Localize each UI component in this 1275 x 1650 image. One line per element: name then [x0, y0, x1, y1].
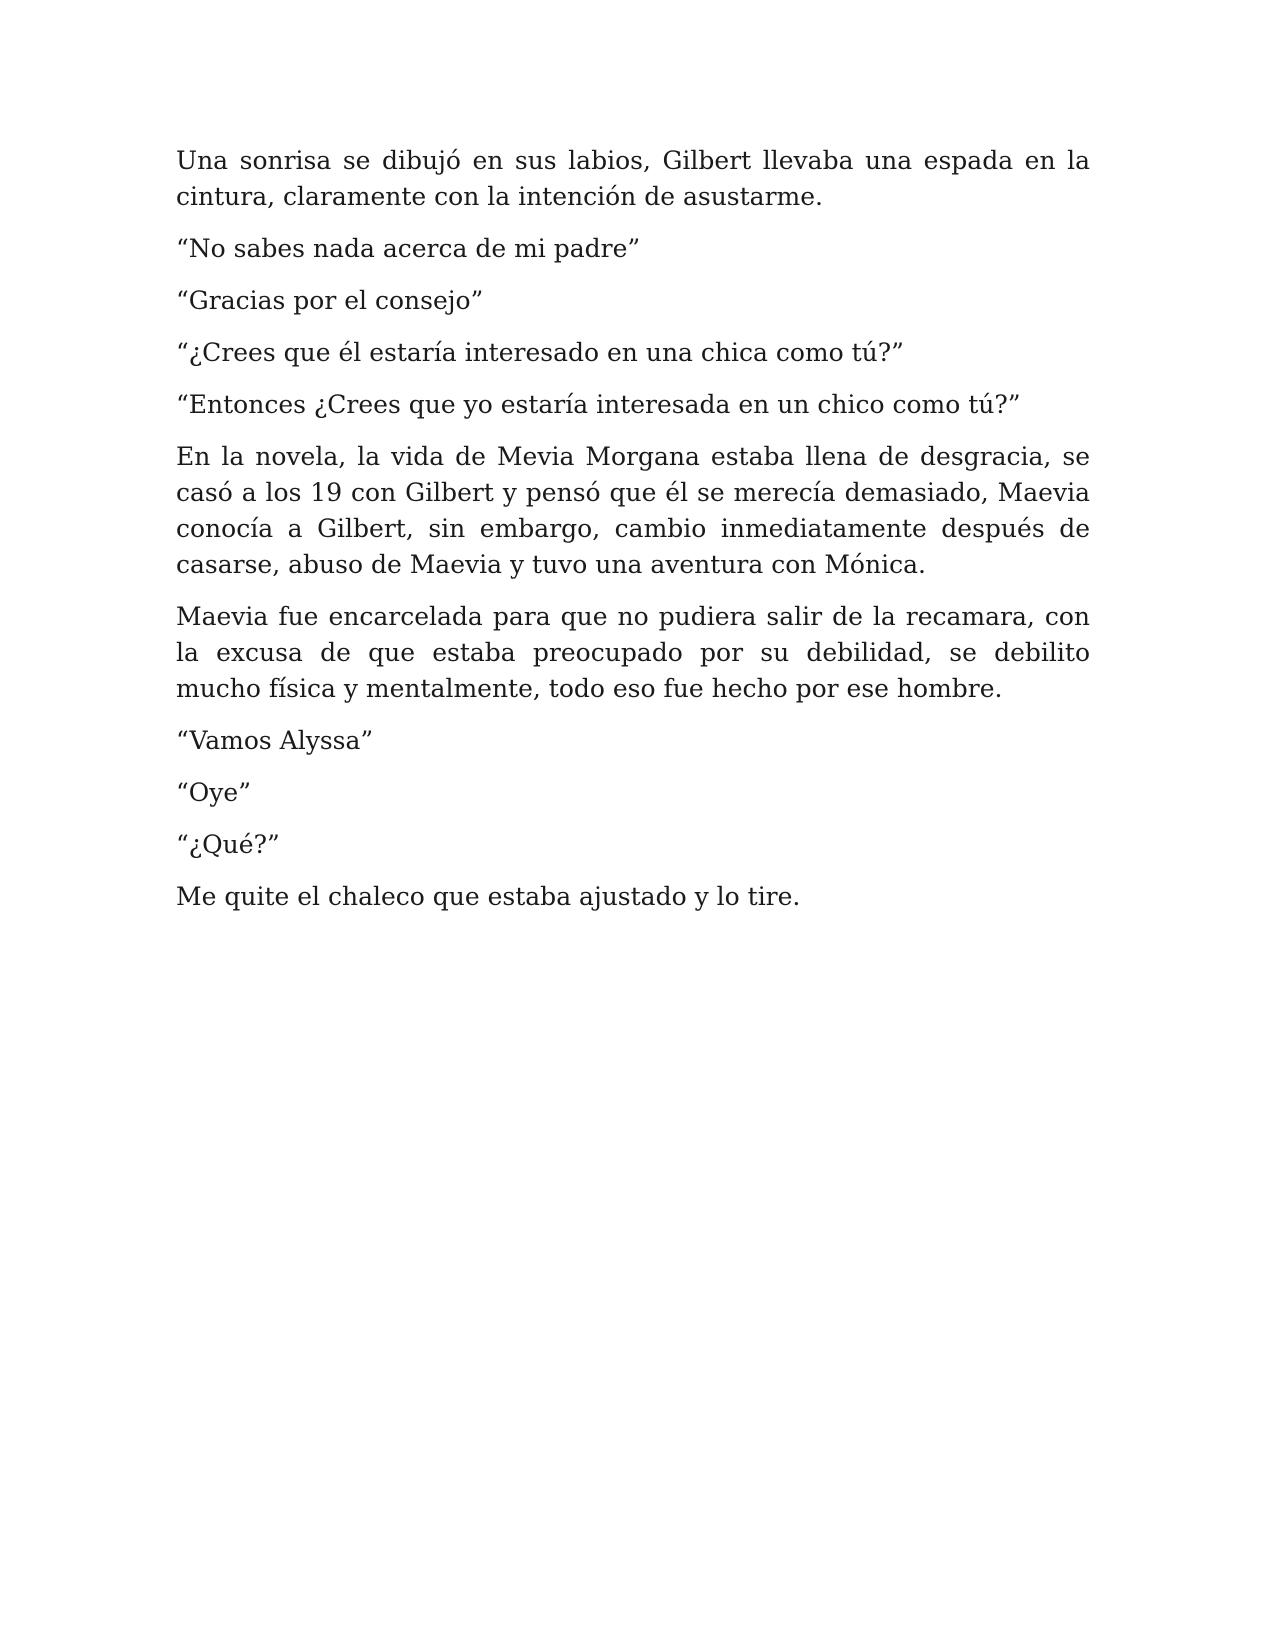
paragraph: Una sonrisa se dibujó en sus labios, Gilbert llevaba una espada en la cintura, claramente con la intención de asustarme. [176, 146, 1090, 211]
paragraph: Me quite el chaleco que estaba ajustado y lo tire. [176, 882, 801, 911]
body-text [176, 143, 1090, 931]
paragraph: Maevia fue encarcelada para que no pudiera salir de la recamara, con la excusa de que estaba preocupado por su debilidad, se debilito mucho física y mentalmente, todo eso fue hecho por ese hombre. [176, 602, 1090, 703]
dialogue-line: “Vamos Alyssa” [176, 726, 374, 755]
dialogue-line: “Entonces ¿Crees que yo estaría interesada en un chico como tú?” [176, 390, 1021, 419]
dialogue-line: “Gracias por el consejo” [176, 286, 484, 315]
paragraph: En la novela, la vida de Mevia Morgana estaba llena de desgracia, se casó a los 19 con Gilbert y pensó que él se merecía demasiado, Maevia conocía a Gilbert, sin embargo, cambio inmediatamente después de casarse, abuso de Maevia y tuvo una aventura con Mónica. [176, 442, 1090, 579]
dialogue-line: “No sabes nada acerca de mi padre” [176, 234, 641, 263]
dialogue-line: “¿Crees que él estaría interesado en una chica como tú?” [176, 338, 904, 367]
dialogue-line: “¿Qué?” [176, 830, 280, 859]
dialogue-line: “Oye” [176, 778, 251, 807]
